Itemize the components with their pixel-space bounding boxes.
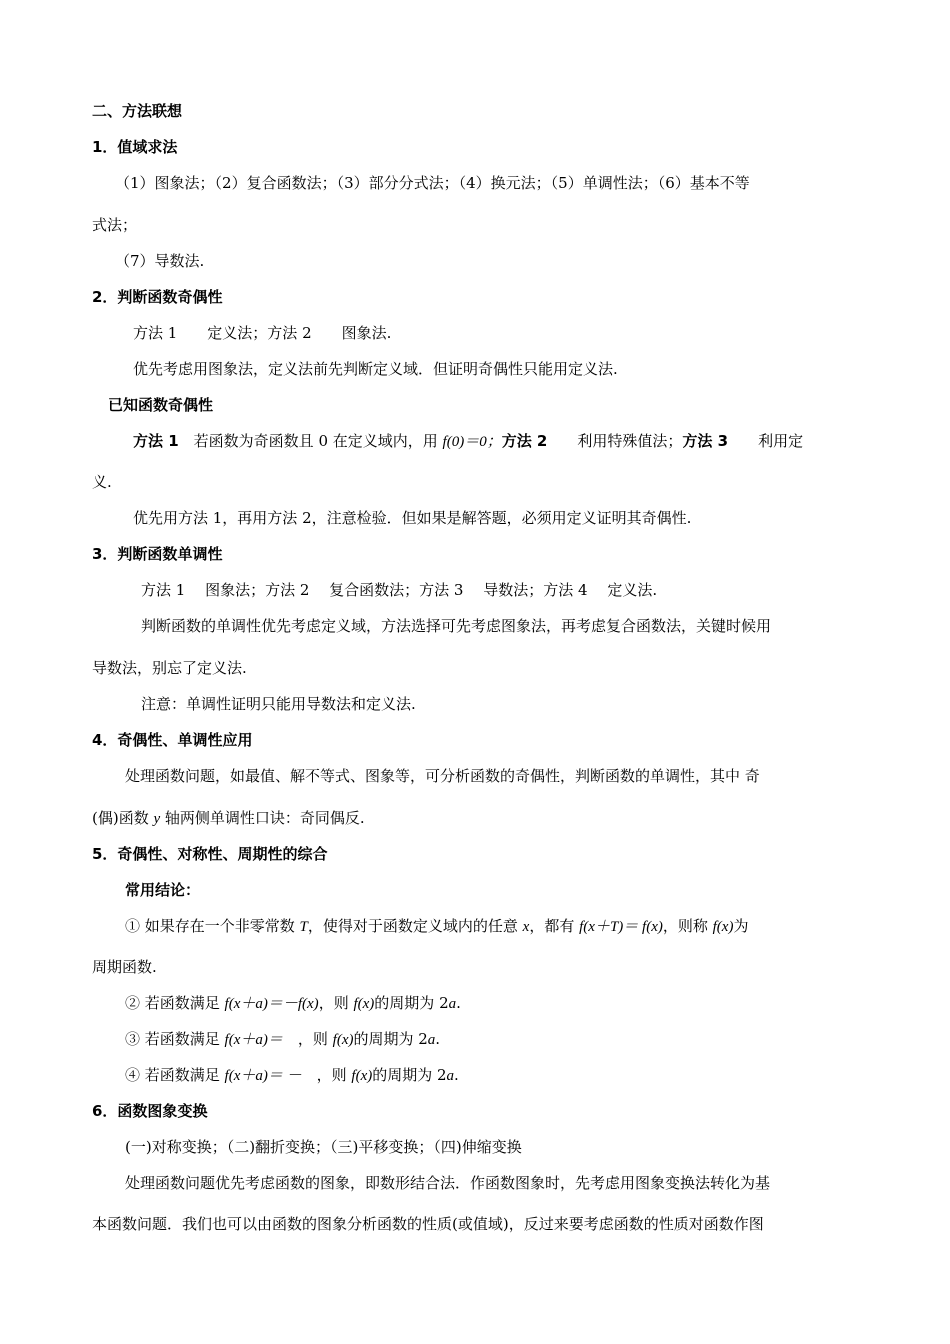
heading-known-parity: 已知函数奇偶性 [108, 396, 214, 414]
var-x: x [522, 919, 530, 935]
c4-fx: f(x) [351, 1068, 373, 1084]
method-3-label: 方法 3 [682, 432, 729, 450]
c3-a: ③ 若函数满足 [125, 1030, 225, 1048]
c3-var-a: a [427, 1032, 436, 1048]
conclusion-4 [125, 1065, 459, 1086]
c1-e: 为 [733, 917, 749, 935]
heading-parity: 2．判断函数奇偶性 [92, 288, 223, 306]
range-methods-line-3: （7）导数法. [115, 252, 205, 270]
known-parity-methods [133, 431, 803, 452]
monotonicity-note-1: 判断函数的单调性优先考虑定义域，方法选择可先考虑图象法，再考虑复合函数法，关键时候用 [141, 617, 772, 635]
c2-a: ② 若函数满足 [125, 994, 225, 1012]
application-line-1: 处理函数问题，如最值、解不等式、图象等，可分析函数的奇偶性，判断函数的单调性，其中 奇 [125, 767, 760, 785]
transform-types: (一)对称变换；（二)翻折变换；（三)平移变换；（四)伸缩变换 [125, 1138, 522, 1156]
transform-line-2: 本函数问题．我们也可以由函数的图象分析函数的性质(或值域)，反过来要考虑函数的性质对函数作图 [92, 1215, 764, 1233]
c4-b: ，则 [301, 1066, 352, 1084]
c2-b: ，则 [318, 994, 354, 1012]
var-T: T [299, 919, 308, 935]
c1-c: ，都有 [529, 917, 580, 935]
conclusion-1 [125, 916, 748, 937]
method-1-formula: f(0)＝0； [442, 434, 502, 450]
application-line-2-end: 轴两侧单调性口诀：奇同偶反. [160, 809, 365, 827]
c2-formula: f(x＋a)＝－f(x) [224, 996, 319, 1012]
c4-formula: f(x＋a)＝ － [224, 1068, 302, 1084]
c1-b: ，使得对于函数定义域内的任意 [307, 917, 523, 935]
parity-methods: 方法 1 定义法；方法 2 图象法. [133, 324, 392, 342]
range-methods-line-1: （1）图象法；（2）复合函数法；（3）部分分式法；（4）换元法；（5）单调性法；（6）基本不等 [115, 174, 750, 192]
heading-application: 4．奇偶性、单调性应用 [92, 731, 253, 749]
monotonicity-methods: 方法 1 图象法；方法 2 复合函数法；方法 3 导数法；方法 4 定义法. [141, 581, 658, 599]
method-1-label: 方法 1 [133, 432, 179, 450]
c3-end: . [435, 1030, 441, 1048]
range-methods-line-2: 式法； [92, 216, 138, 234]
method-1-text: 若函数为奇函数且 0 在定义域内，用 [178, 432, 443, 450]
heading-graph-transform: 6．函数图象变换 [92, 1102, 208, 1120]
known-parity-cont: 义. [92, 473, 112, 491]
conclusion-label: 常用结论： [125, 881, 201, 899]
c2-fx: f(x) [353, 996, 375, 1012]
c4-c: 的周期为 2 [372, 1066, 447, 1084]
conclusion-1-cont: 周期函数. [92, 958, 157, 976]
application-line-2 [92, 808, 365, 829]
conclusion-2 [125, 993, 461, 1014]
c4-end: . [454, 1066, 459, 1084]
monotonicity-note-2: 导数法，别忘了定义法. [92, 659, 247, 677]
c3-b: ，则 [282, 1030, 333, 1048]
c1-a: ① 如果存在一个非零常数 [125, 917, 300, 935]
c1-fx: f(x) [712, 919, 734, 935]
c2-end: . [456, 994, 461, 1012]
c3-fx: f(x) [332, 1032, 354, 1048]
application-line-2-start: (偶)函数 [92, 809, 154, 827]
method-2-text: 利用特殊值法； [547, 432, 683, 450]
c2-var-a: a [448, 996, 457, 1012]
c4-a: ④ 若函数满足 [125, 1066, 225, 1084]
c3-formula: f(x＋a)＝ [224, 1032, 283, 1048]
parity-note: 优先考虑用图象法，定义法前先判断定义域．但证明奇偶性只能用定义法. [133, 360, 618, 378]
monotonicity-attention: 注意：单调性证明只能用导数法和定义法. [141, 695, 416, 713]
var-y: y [153, 811, 161, 827]
transform-line-1: 处理函数问题优先考虑函数的图象，即数形结合法．作函数图象时，先考虑用图象变换法转化为基 [125, 1174, 771, 1192]
method-2-label: 方法 2 [501, 432, 548, 450]
conclusion-3 [125, 1029, 440, 1050]
c1-d: ，则称 [662, 917, 713, 935]
heading-range-methods: 1．值域求法 [92, 138, 178, 156]
c4-var-a: a [446, 1068, 455, 1084]
method-3-text: 利用定 [728, 432, 804, 450]
heading-periodicity: 5．奇偶性、对称性、周期性的综合 [92, 845, 328, 863]
c1-formula: f(x＋T)＝ f(x) [579, 919, 663, 935]
known-parity-note: 优先用方法 1，再用方法 2，注意检验．但如果是解答题，必须用定义证明其奇偶性. [133, 509, 692, 527]
section-title: 二、方法联想 [92, 102, 183, 120]
c2-c: 的周期为 2 [374, 994, 449, 1012]
heading-monotonicity: 3．判断函数单调性 [92, 545, 223, 563]
c3-c: 的周期为 2 [353, 1030, 428, 1048]
